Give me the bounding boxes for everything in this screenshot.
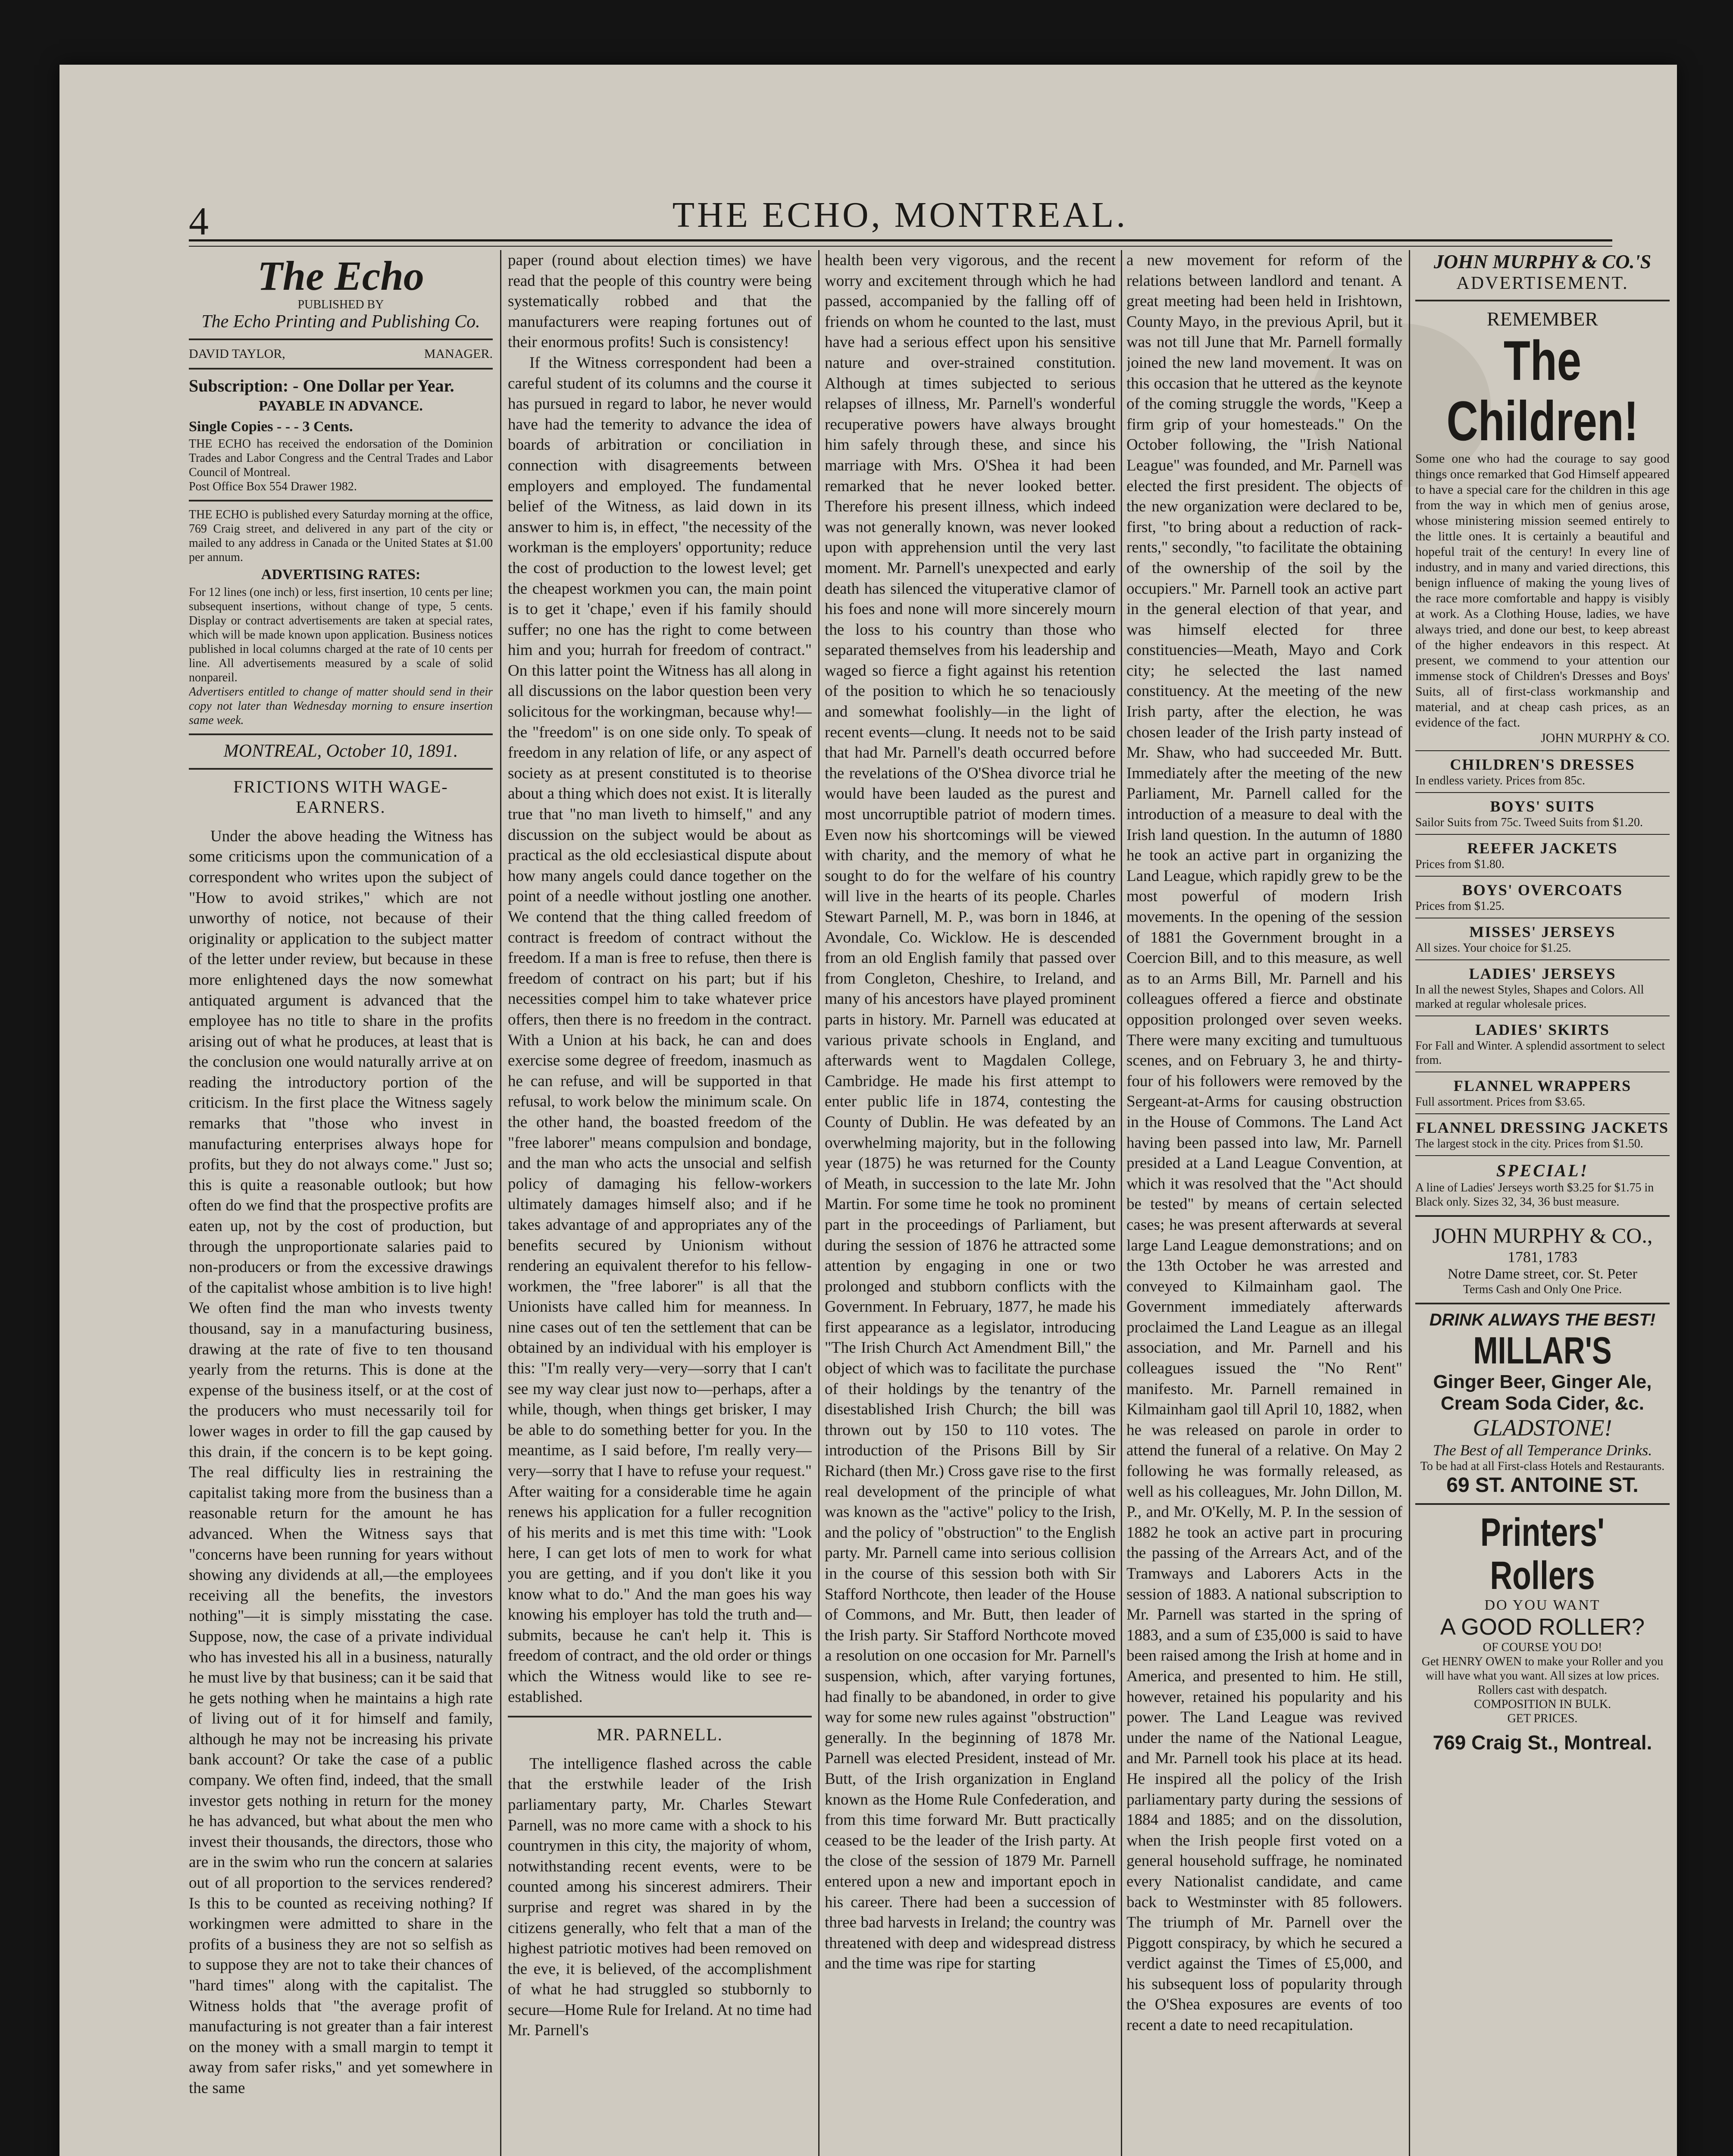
murphy-item bbox=[1415, 750, 1670, 788]
article-parnell-conclusion: a new movement for reform of the relations between landlord and tenant. A great meeting had been held in Irishtown, County Mayo, in the previous April, but it was not till June that Mr. Parnell formally joined the new land movement. It was on this occasion that he uttered as the keynote of the coming struggle the words, "Keep a firm grip of your homesteads." On the October following, the "Irish National League" was founded, and Mr. Parnell was elected the first president. The objects of the new organization were declared to be, first, "to bring about a reduction of rack-rents," secondly, "to facilitate the obtaining of the ownership of the soil by the occupiers." Mr. Parnell took an active part in the general election of that year, and was himself elected for three constituencies—Meath, Mayo and Cork city; he selected the last named constituency. At the meeting of the new Irish party, after the election, he was chosen leader of the Irish party instead of Mr. Shaw, who had succeeded Mr. Butt. Immediately after the meeting of the new Parliament, Mr. Parnell called for the introduction of a measure to deal with the Irish land question. In the autumn of 1880 he took an active part in organizing the Land League, which rapidly grew to be the most powerful of modern Irish movements. In the opening of the session of 1881 the Government brought in a Coercion Bill, and to this measure, as well as to an Arms Bill, Mr. Parnell and his colleagues offered a fierce and obstinate opposition prolonged over seven weeks. There were many exciting and tumultuous scenes, and on February 3, he and thirty-four of his followers were removed by the Sergeant-at-Arms for causing obstruction in the House of Commons. The Land Act having been passed into law, Mr. Parnell presided at a Land League Convention, at which it was resolved that the "Act should be tested" by means of certain selected cases; he was present afterwards at several large Land League demonstrations; and on the 13th October he was arrested and conveyed to Kilmainham gaol. The Government immediately afterwards proclaimed the Land League as an illegal association, and Mr. Parnell and his colleagues issued the "No Rent" manifesto. Mr. Parnell remained in Kilmainham gaol till April 10, 1882, when he was released on parole in order to attend the funeral of a relative. On May 2 following he was formally released, as well as his colleagues, Mr. John Dillon, M. P., and Mr. O'Kelly, M. P. In the session of 1882 he took an active part in procuring the passing of the Arrears Act, and of the Tramways and Laborers Acts in the session of 1883. A national subscription to Mr. Parnell was started in the spring of 1883, and a sum of £35,000 is said to have been raised among the Irish at home and in America, and presented to him. He still, however, retained his popularity and his power. The Land League was revived under the name of the National League, and Mr. Parnell took his place at its head. He inspired all the policy of the Irish parliamentary party during the sessions of 1884 and 1885; and on the dissolution, when the Irish people first voted on a general household suffrage, he nominated every Nationalist candidate, and came back to Westminster with 85 followers. The triumph of Mr. Parnell over the Piggott conspiracy, by which he secured a verdict against the Times of £5,000, and his subsequent loss of popularity through the O'Shea exposures are events of too recent a date to need recapitulation. bbox=[1126, 251, 1402, 2034]
murphy-item-text: In endless variety. Prices from 85c. bbox=[1415, 774, 1585, 787]
murphy-items-list bbox=[1415, 750, 1670, 1151]
murphy-item-heading: BOYS' SUITS bbox=[1490, 798, 1595, 815]
header-rule bbox=[189, 239, 1612, 247]
murphy-item bbox=[1415, 1072, 1670, 1109]
rollers-address: 769 Craig St., Montreal. bbox=[1433, 1731, 1652, 1754]
advertisements-column bbox=[1415, 250, 1670, 2156]
article-headline-frictions: FRICTIONS WITH WAGE-EARNERS. bbox=[233, 777, 448, 817]
newspaper-page bbox=[59, 65, 1677, 2156]
murphy-firm-name: JOHN MURPHY & CO., bbox=[1432, 1223, 1653, 1247]
murphy-item-heading: BOYS' OVERCOATS bbox=[1462, 881, 1623, 899]
murphy-item bbox=[1415, 959, 1670, 1011]
special-heading: SPECIAL! bbox=[1496, 1161, 1589, 1180]
murphy-item-text: Full assortment. Prices from $3.65. bbox=[1415, 1095, 1586, 1109]
murphy-item bbox=[1415, 834, 1670, 871]
publisher-name: The Echo Printing and Publishing Co. bbox=[201, 312, 480, 332]
published-by: PUBLISHED BY bbox=[297, 298, 384, 311]
murphy-title: JOHN MURPHY & CO.'S bbox=[1433, 251, 1652, 273]
millar-name: MILLAR'S bbox=[1473, 1329, 1612, 1372]
murphy-address-street: Notre Dame street, cor. St. Peter bbox=[1448, 1266, 1637, 1282]
murphy-item bbox=[1415, 1113, 1670, 1151]
millar-gladstone: GLADSTONE! bbox=[1473, 1415, 1612, 1441]
murphy-item-text: Prices from $1.25. bbox=[1415, 899, 1505, 913]
murphy-item bbox=[1415, 918, 1670, 955]
article-frictions-continued: paper (round about election times) we have read that the people of this country were being systematically robbed and that the manufacturers were reaping fortunes out of their enormous profits! Such is consistency! bbox=[508, 251, 812, 351]
publication-notice: THE ECHO is published every Saturday morning at the office, 769 Craig street, and delivered in any part of the city or mailed to any address in Canada or the United States at $1.00 per annum. bbox=[189, 508, 493, 564]
single-copy-price: Single Copies - - - 3 Cents. bbox=[189, 418, 353, 435]
children-heading: The Children! bbox=[1446, 329, 1639, 452]
murphy-item-heading: CHILDREN'S DRESSES bbox=[1450, 756, 1635, 773]
murphy-item-heading: FLANNEL WRAPPERS bbox=[1453, 1077, 1632, 1094]
subscription-rate: Subscription: - One Dollar per Year. bbox=[189, 376, 454, 395]
post-office-box: Post Office Box 554 Drawer 1982. bbox=[189, 480, 357, 494]
manager-name: DAVID TAYLOR, bbox=[189, 346, 285, 361]
murphy-item bbox=[1415, 1015, 1670, 1067]
millar-drink: DRINK ALWAYS THE BEST! bbox=[1429, 1310, 1656, 1329]
murphy-item bbox=[1415, 792, 1670, 830]
article-parnell-text: The intelligence flashed across the cable that the erstwhile leader of the Irish parliamentary party, Mr. Charles Stewart Parnell, was no more came with a shock to his countrymen in this city, the majority of whom, notwithstanding recent events, were to be counted among his sincerest admirers. Their surprise and regret was shared in by the citizens generally, who felt that a man of the highest patriotic motives had been removed on the eve, it is believed, of the accomplishment of what he had struggled so stubbornly to secure—Home Rule for Ireland. At no time had Mr. Parnell's bbox=[508, 1755, 812, 2040]
murphy-item-text: Sailor Suits from 75c. Tweed Suits from $1.20. bbox=[1415, 816, 1643, 829]
murphy-item-text: The largest stock in the city. Prices from $1.50. bbox=[1415, 1137, 1643, 1150]
running-title: THE ECHO, MONTREAL. bbox=[672, 195, 1128, 235]
dateline: MONTREAL, October 10, 1891. bbox=[223, 741, 458, 761]
millar-line-2: Cream Soda Cider, &c. bbox=[1441, 1393, 1644, 1414]
murphy-signature: JOHN MURPHY & CO. bbox=[1541, 731, 1670, 745]
rollers-question: DO YOU WANT bbox=[1484, 1597, 1601, 1613]
article-headline-parnell: MR. PARNELL. bbox=[597, 1725, 723, 1745]
murphy-item-heading: LADIES' SKIRTS bbox=[1475, 1021, 1610, 1038]
masthead-name: The Echo bbox=[257, 253, 424, 299]
murphy-item-heading: MISSES' JERSEYS bbox=[1469, 923, 1616, 940]
murphy-item-text: For Fall and Winter. A splendid assortment to select from. bbox=[1415, 1039, 1665, 1067]
murphy-item-heading: FLANNEL DRESSING JACKETS bbox=[1416, 1119, 1669, 1136]
column-3 bbox=[825, 250, 1116, 2156]
murphy-address-numbers: 1781, 1783 bbox=[1508, 1248, 1577, 1266]
rollers-of-course: OF COURSE YOU DO! bbox=[1483, 1641, 1602, 1654]
payable-notice: PAYABLE IN ADVANCE. bbox=[259, 398, 423, 414]
page-number: 4 bbox=[189, 199, 209, 243]
rollers-good-roller: A GOOD ROLLER? bbox=[1440, 1614, 1645, 1640]
murphy-terms: Terms Cash and Only One Price. bbox=[1463, 1283, 1622, 1296]
advertising-rates: For 12 lines (one inch) or less, first insertion, 10 cents per line; subsequent insertions, without change of type, 5 cents. Display or contract advertisements are taken at special rates, which will be made known upon application. Business notices published in local columns charged at the rate of 10 cents per line. All advertisements measured by a scale of solid nonpareil. bbox=[189, 585, 493, 684]
article-frictions-paragraph: If the Witness correspondent had been a careful student of its columns and the course it has pursued in regard to labor, he never would have had the temerity to advance the idea of boards of arbitration or conciliation in connection with disagreements between employers and employed. The fundamental belief of the Witness, as laid down in its answer to him is, in effect, "the necessity of the workman is the employers' opportunity; reduce the cost of production to the lowest level; get the cheapest workmen you can, the main point is to get it 'chape,' even if his family should suffer; no one has the right to come between him and you; hurrah for freedom of contract." On this latter point the Witness has all along in all discussions on the labor question been very solicitous for the workingman, because why!—the "freedom" is on one side only. To speak of freedom in any relation of life, or any aspect of society as at present constituted is to theorise about a thing which does not exist. It is literally true that "no man liveth to himself," and any discussion on the subject would be about as practical as the old ecclesiastical dispute about how many angels could dance together on the point of a needle without jostling one another. We contend that the thing called freedom of contract is freedom of contract without the freedom. If a man is free to refuse, then there is freedom of contract on his part; but if his necessities compel him to take whatever price offers, then there is no freedom in the contract. With a Union at his back, he can and does exercise some degree of freedom, inasmuch as he can refuse, and will be supported in that refusal, to work below the minimum scale. On the other hand, the boasted freedom of the "free laborer" means compulsion and bondage, and the man who acts the unsocial and selfish policy of damaging his fellow-workers ultimately damages himself also; and if he takes advantage of and appropriates any of the benefits secured by Unionism without rendering an equivalent therefor to his fellow-workmen, the "free laborer" is all that the Unionists have called him for meanness. In nine cases out of ten the settlement that can be obtained by an individual with his employer is this: "I'm really very—very—sorry that I can't see my way clear just now to—perhaps, after a while, though, when things get brisker, I may be able to do something better for you. In the meantime, as I said before, I'm really very—very—sorry that I have to refuse your request." After waiting for a considerable time he again renews his application for a fuller recognition of his merits and is met this time with: "Look here, I can get lots of men to work for what you are getting, and if you don't like it you know what to do." And the man goes his way knowing his employer has told the truth and—submits, because he can't help it. This is freedom of contract, and the old order or things which the Witness would like to see re-established. bbox=[508, 354, 812, 1706]
manager-title: MANAGER. bbox=[424, 346, 493, 361]
murphy-item-heading: LADIES' JERSEYS bbox=[1469, 965, 1616, 982]
murphy-item-heading: REEFER JACKETS bbox=[1467, 840, 1618, 857]
article-frictions-text: Under the above heading the Witness has some criticisms upon the communication of a correspondent who writes upon the subject of "How to avoid strikes," which are not unworthy of notice, not because of their originality or application to the subject matter of the letter under review, but because in these more enlightened days the now somewhat antiquated argument is advanced that the employee has no title to share in the profits arising out of what he produces, at least that is the conclusion one would naturally arrive at on reading the introductory portion of the criticism. In the first place the Witness sagely remarks that "those who invest in manufacturing enterprises always hope for profits, but they do not always come." Just so; this is quite a reasonable outlook; but how often do we find that the prospective profits are eaten up, not by the cost of production, but through the unproportionate salaries paid to non-producers or from the excessive drawings of the capitalist whose ambition is to live high! We often find the man who invests twenty thousand, say in a manufacturing business, drawing at the rate of five to ten thousand yearly from the returns. This is done at the expense of the business itself, or at the cost of the producers who must necessarily toil for lower wages in order to fill the gap caused by this drain, if the concern is to be kept going. The real difficulty lies in restraining the capitalist taking more from the business than a reasonable return for the amount he has advanced. When the Witness says that "concerns have been running for years without showing any dividends at all,—the employees receiving all the benefits, the investors nothing"—it is simply misstating the case. Suppose, now, the case of a private individual who has invested his all in a business, naturally he must live by that business; can it be said that he gets nothing when he maintains a high rate of living out of it for himself and family, although he may not be increasing his private bank account? Or take the case of a public company. We often find, indeed, that the small investor gets nothing in return for the money he has advanced, but what about the men who invest their thousands, the directors, those who are in the swim who run the concern at salaries out of all proportion to the services rendered? Is this to be counted as receiving nothing? If workingmen were admitted to share in the profits of a business they are not so selfish as to suppose they are not to take their chances of "hard times" along with the capitalist. The Witness holds that "the average profit of manufacturing is not greater than a fair interest on the money with a small margin to tempt it away from safer risks," and yet somewhere in the same bbox=[189, 827, 493, 2097]
murphy-item-text: In all the newest Styles, Shapes and Colors. All marked at regular wholesale prices. bbox=[1415, 983, 1644, 1011]
millar-hotels: To be had at all First-class Hotels and Restaurants. bbox=[1420, 1460, 1665, 1473]
rollers-title: Printers' Rollers bbox=[1480, 1510, 1605, 1598]
column-4 bbox=[1126, 250, 1402, 2156]
advertising-notice: Advertisers entitled to change of matter should send in their copy not later than Wednesday morning to ensure insertion same week. bbox=[189, 685, 493, 727]
murphy-item bbox=[1415, 876, 1670, 913]
rollers-body: Get HENRY OWEN to make your Roller and you will have what you want. All sizes at low prices. Rollers cast with despatch. bbox=[1421, 1655, 1664, 1697]
endorsement-notice: THE ECHO has received the endorsation of the Dominion Trades and Labor Congress and the Central Trades and Labor Council of Montreal. bbox=[189, 437, 493, 479]
remember-heading: REMEMBER bbox=[1486, 308, 1598, 330]
rollers-prices: GET PRICES. bbox=[1507, 1712, 1578, 1725]
murphy-body: Some one who had the courage to say good things once remarked that God Himself appeared to have a special care for the children in this age from the way in which men of genius arose, whose ministering mission seemed entirely to the little ones. It is certainly a beautiful and hopeful trait of the century! In every line of industry, and in many and varied directions, this benign influence of making the young lives of the race more comfortable and happy is visibly at work. As a Clothing House, ladies, we have always tried, and done our best, to keep abreast of the higher endeavors in this respect. At present, we commend to your attention our immense stock of Children's Dresses and Boys' Suits, all of first-class workmanship and material, and at cheap cash prices, as an evidence of the fact. bbox=[1415, 451, 1670, 730]
special-text: A line of Ladies' Jerseys worth $3.25 for $1.75 in Black only. Sizes 32, 34, 36 bust measure. bbox=[1415, 1181, 1654, 1209]
millar-line-1: Ginger Beer, Ginger Ale, bbox=[1433, 1371, 1652, 1392]
advertising-heading: ADVERTISING RATES: bbox=[261, 567, 421, 583]
column-2 bbox=[508, 250, 812, 2156]
column-1 bbox=[189, 250, 493, 2156]
murphy-subtitle: ADVERTISEMENT. bbox=[1456, 273, 1629, 293]
page-header bbox=[189, 177, 1611, 246]
millar-temperance: The Best of all Temperance Drinks. bbox=[1433, 1442, 1652, 1459]
millar-address: 69 ST. ANTOINE ST. bbox=[1446, 1474, 1639, 1497]
rollers-bulk: COMPOSITION IN BULK. bbox=[1473, 1698, 1611, 1711]
murphy-item-text: Prices from $1.80. bbox=[1415, 858, 1505, 871]
article-parnell-continued: health been very vigorous, and the recent worry and excitement through which he had passed, accompanied by the falling off of friends on whom he counted to the last, must have had a serious effect upon his sensitive nature and over-strained constitution. Although at times subjected to serious relapses of illness, Mr. Parnell's wonderful recuperative powers have always brought him safely through these, and since his marriage with Mrs. O'Shea it had been remarked that he never looked better. Therefore his present illness, which indeed was not generally known, was never looked upon with apprehension until the very last moment. Mr. Parnell's unexpected and early death has silenced the vituperative clamor of his foes and none will more sincerely mourn the loss to his country than those who separated themselves from his leadership and waged so fierce a fight against his retention of the position to which he so tenaciously and somewhat foolishly—in the light of recent events—clung. It needs not to be said that had Mr. Parnell's death occurred before the revelations of the O'Shea divorce trial he would have been lauded as the purest and most uncorruptible patriot of modern times. Even now his shortcomings will be viewed with charity, and the memory of what he sought to do for the welfare of his country will live in the hearts of its people. Charles Stewart Parnell, M. P., was born in 1846, at Avondale, Co. Wicklow. He is descended from an old English family that passed over from Congleton, Cheshire, to Ireland, and many of his ancestors have played prominent parts in history. Mr. Parnell was educated at various private schools in England, and afterwards went to Magdalen College, Cambridge. He made his first attempt to enter public life in 1874, contesting the County of Dublin. He was defeated by an overwhelming majority, but in the following year (1875) he was returned for the County of Meath, in succession to the late Mr. John Martin. For some time he took no prominent part in the proceedings of Parliament, but during the session of 1876 he attracted some attention by engaging in one or two prolonged and stubborn conflicts with the Government. In February, 1877, he made his first appearance as a legislator, introducing "The Irish Church Act Amendment Bill," the object of which was to facilitate the purchase of their holdings by the tenantry of the disestablished Irish Church; the bill was thrown out by 150 to 110 votes. The introduction of the Prisons Bill by Sir Richard (then Mr.) Cross gave rise to the first real development of the principle of what was known as the "active" policy to the Irish, and the policy of "obstruction" to the English party. Mr. Parnell came into serious collision in the course of this session both with Sir Stafford Northcote, then leader of the House of Commons, and Mr. Butt, then leader of the Irish party. Sir Stafford Northcote moved a resolution on one occasion for Mr. Parnell's suspension, which, after varying fortunes, had finally to be abandoned, in order to give way for some new rules against "obstruction" generally. In the beginning of 1878 Mr. Parnell was elected President, instead of Mr. Butt, of the Irish organization in England known as the Home Rule Confederation, and from this time forward Mr. Butt practically ceased to be the leader of the Irish party. At the close of the session of 1879 Mr. Parnell entered upon a new and important epoch in his career. There had been a succession of three bad harvests in Ireland; the country was threatened with deep and widespread distress and the time was ripe for starting bbox=[825, 251, 1116, 1973]
murphy-item-text: All sizes. Your choice for $1.25. bbox=[1415, 941, 1571, 955]
